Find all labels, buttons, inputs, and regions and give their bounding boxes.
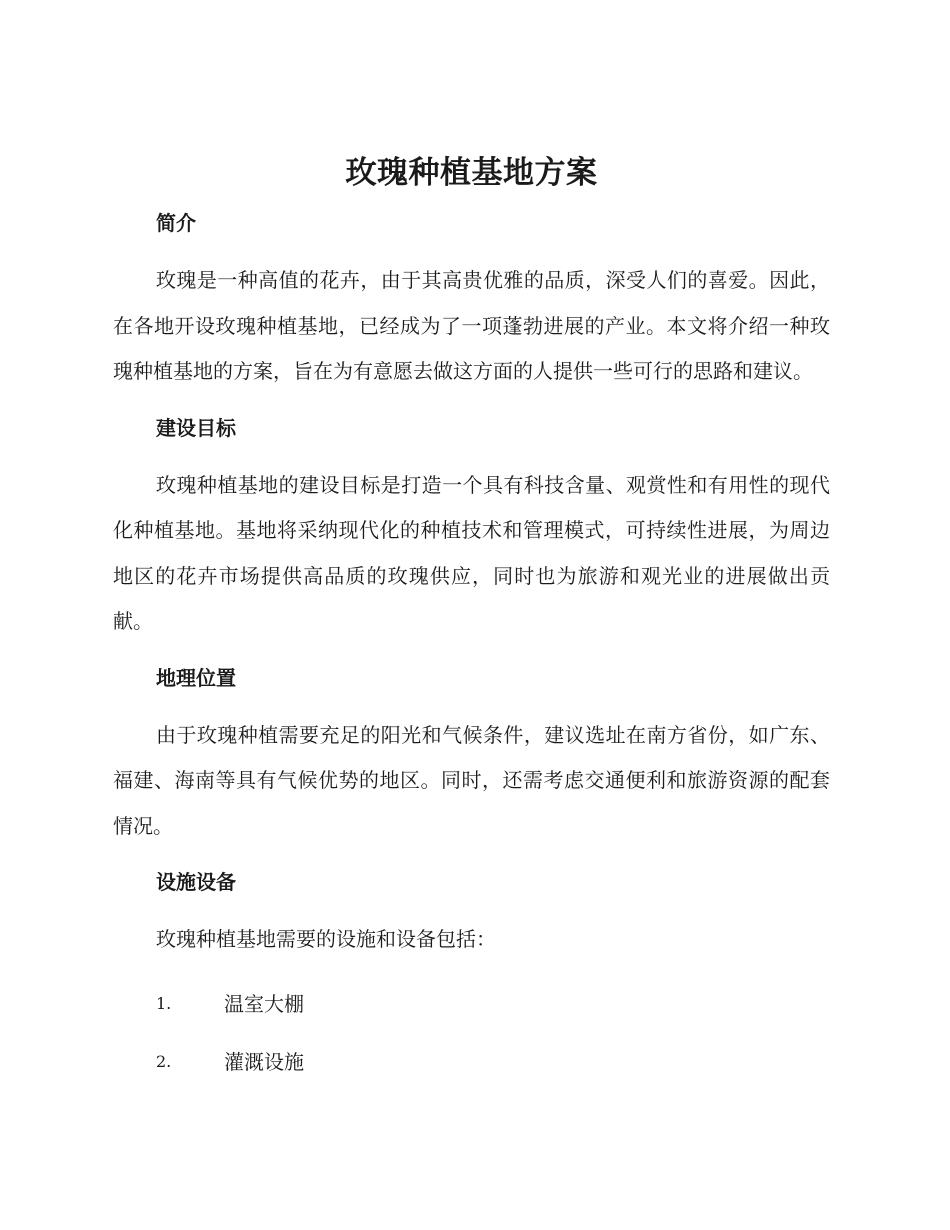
list-item: [113, 989, 830, 1019]
section-paragraph-intro: 玫瑰是一种高值的花卉，由于其高贵优雅的品质，深受人们的喜爱。因此，在各地开设玫瑰种植基地，已经成为了一项蓬勃进展的产业。本文将介绍一种玫瑰种植基地的方案，旨在为有意愿去做这方面的人提供一些可行的思路和建议。: [113, 268, 830, 383]
document-title: 玫瑰种植基地方案: [345, 155, 598, 191]
section-heading-intro: 简介: [156, 211, 196, 235]
list-item-text: 灌溉设施: [224, 1049, 304, 1074]
list-item-number: 2.: [156, 1051, 172, 1071]
section-paragraph-goals: 玫瑰种植基地的建设目标是打造一个具有科技含量、观赏性和有用性的现代化种植基地。基地将采纳现代化的种植技术和管理模式，可持续性进展，为周边地区的花卉市场提供高品质的玫瑰供应，同时也为旅游和观光业的进展做出贡献。: [113, 472, 830, 633]
section-paragraph-location: 由于玫瑰种植需要充足的阳光和气候条件，建议选址在南方省份，如广东、福建、海南等具有气候优势的地区。同时，还需考虑交通便利和旅游资源的配套情况。: [113, 722, 830, 838]
document-page: [113, 150, 830, 1077]
section-paragraph-facilities: 玫瑰种植基地需要的设施和设备包括：: [156, 927, 496, 951]
section-heading-facilities: 设施设备: [156, 870, 236, 894]
list-item-text: 温室大棚: [224, 991, 304, 1016]
list-item: [113, 1047, 830, 1077]
list-item-number: 1.: [156, 993, 172, 1013]
section-heading-goals: 建设目标: [156, 415, 236, 440]
section-heading-location: 地理位置: [156, 665, 236, 690]
